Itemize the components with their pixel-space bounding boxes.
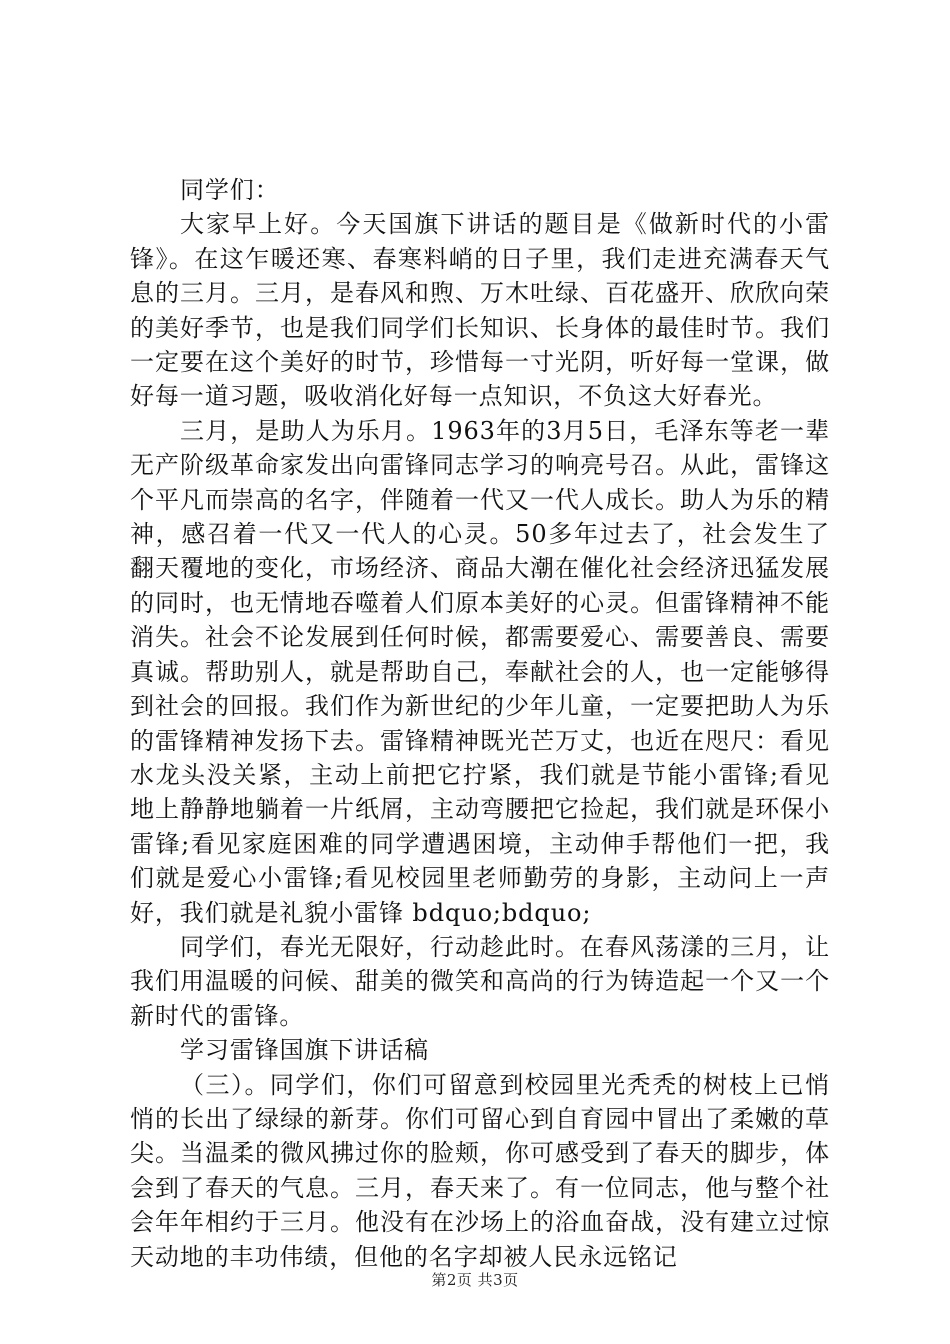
page-number-footer: 第2页 共3页 xyxy=(431,1271,519,1289)
salutation-paragraph: 同学们： xyxy=(180,176,280,204)
body-paragraph: 大家早上好。今天国旗下讲话的题目是《做新时代的小雷锋》。在这乍暖还寒、春寒料峭的日子里，我们走进充满春天气息的三月。三月，是春风和煦、万木吐绿、百花盛开、欣欣向荣的美好季节，也是我们同学们长知识、长身体的最佳时节。我们一定要在这个美好的时节，珍惜每一寸光阴，听好每一堂课，做好每一道习题，吸收消化好每一点知识，不负这大好春光。 xyxy=(130,210,830,411)
section-heading: 学习雷锋国旗下讲话稿 xyxy=(180,1036,429,1065)
body-paragraph: 三月，是助人为乐月。1963年的3月5日，毛泽东等老一辈无产阶级革命家发出向雷锋同志学习的响亮号召。从此，雷锋这个平凡而崇高的名字，伴随着一代又一代人成长。助人为乐的精神，感召着一代又一代人的心灵。50多年过去了，社会发生了翻天覆地的变化，市场经济、商品大潮在催化社会经济迅猛发展的同时，也无情地吞噬着人们原本美好的心灵。但雷锋精神不能消失。社会不论发展到任何时候，都需要爱心、需要善良、需要真诚。帮助别人，就是帮助自己，奉献社会的人，也一定能够得到社会的回报。我们作为新世纪的少年儿童，一定要把助人为乐的雷锋精神发扬下去。雷锋精神既光芒万丈，也近在咫尺：看见水龙头没关紧，主动上前把它拧紧，我们就是节能小雷锋;看见地上静静地躺着一片纸屑，主动弯腰把它捡起，我们就是环保小雷锋;看见家庭困难的同学遭遇困境，主动伸手帮他们一把，我们就是爱心小雷锋;看见校园里老师勤劳的身影，主动问上一声好，我们就是礼貌小雷锋 bdquo;bdquo; xyxy=(130,416,830,927)
body-paragraph: 同学们，春光无限好，行动趁此时。在春风荡漾的三月，让我们用温暖的问候、甜美的微笑和高尚的行为铸造起一个又一个新时代的雷锋。 xyxy=(130,932,830,1030)
document-body xyxy=(130,173,830,1274)
body-paragraph: （三）。同学们，你们可留意到校园里光秃秃的树枝上已悄悄的长出了绿绿的新芽。你们可留心到自育园中冒出了柔嫩的草尖。当温柔的微风拂过你的脸颊，你可感受到了春天的脚步，体会到了春天的气息。三月，春天来了。有一位同志，他与整个社会年年相约于三月。他没有在沙场上的浴血奋战，没有建立过惊天动地的丰功伟绩，但他的名字却被人民永远铭记 xyxy=(130,1070,830,1271)
